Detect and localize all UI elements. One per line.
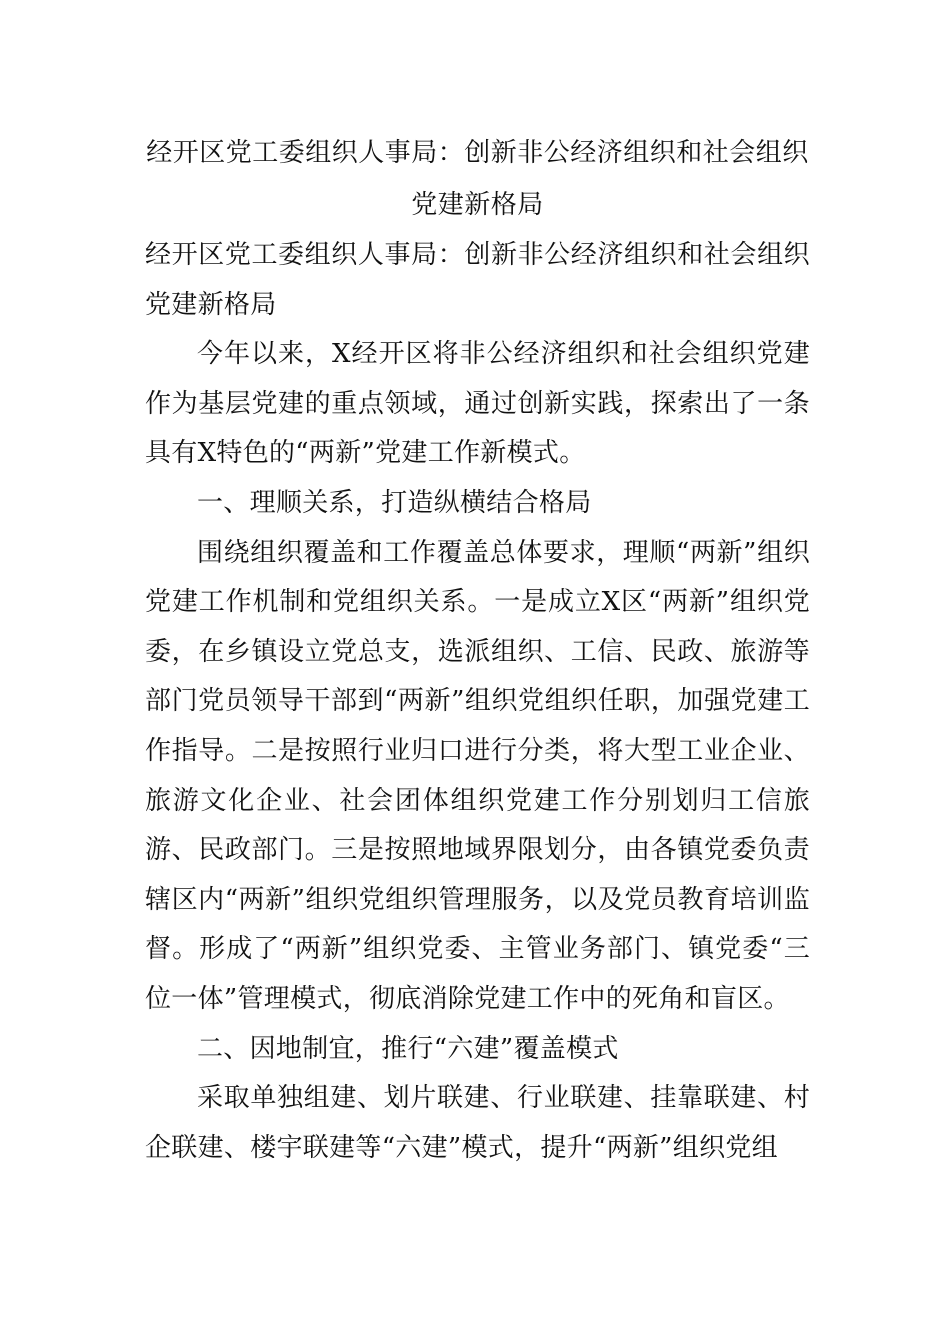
paragraph-intro: 今年以来，X经开区将非公经济组织和社会组织党建作为基层党建的重点领域，通过创新实践，探索出了一条具有X特色的“两新”党建工作新模式。 [145,339,810,469]
paragraph-section-1: 围绕组织覆盖和工作覆盖总体要求，理顺“两新”组织党建工作机制和党组织关系。一是成立X区“两新”组织党委，在乡镇设立党总支，选派组织、工信、民政、旅游等部门党员领导干部到“两新”组织党组织任职，加强党建工作指导。二是按照行业归口进行分类，将大型工业企业、旅游文化企业、社会团体组织党建工作分别划归工信旅游、民政部门。三是按照地域界限划分，由各镇党委负责辖区内“两新”组织党组织管理服务，以及党员教育培训监督。形成了“两新”组织党委、主管业务部门、镇党委“三位一体”管理模式，彻底消除党建工作中的死角和盲区。 [145,537,810,1014]
section-heading-1: 一、理顺关系，打造纵横结合格局 [197,487,592,518]
document-title [145,127,810,231]
title-line-2: 党建新格局 [411,190,544,220]
section-heading-2: 二、因地制宜，推行“六建”覆盖模式 [197,1033,619,1064]
title-line-1: 经开区党工委组织人事局：创新非公经济组织和社会组织 [146,138,809,168]
paragraph-section-2: 采取单独组建、划片联建、行业联建、挂靠联建、村企联建、楼宇联建等“六建”模式，提升“两新”组织党组 [145,1083,810,1163]
document-subtitle: 经开区党工委组织人事局：创新非公经济组织和社会组织党建新格局 [145,240,810,320]
